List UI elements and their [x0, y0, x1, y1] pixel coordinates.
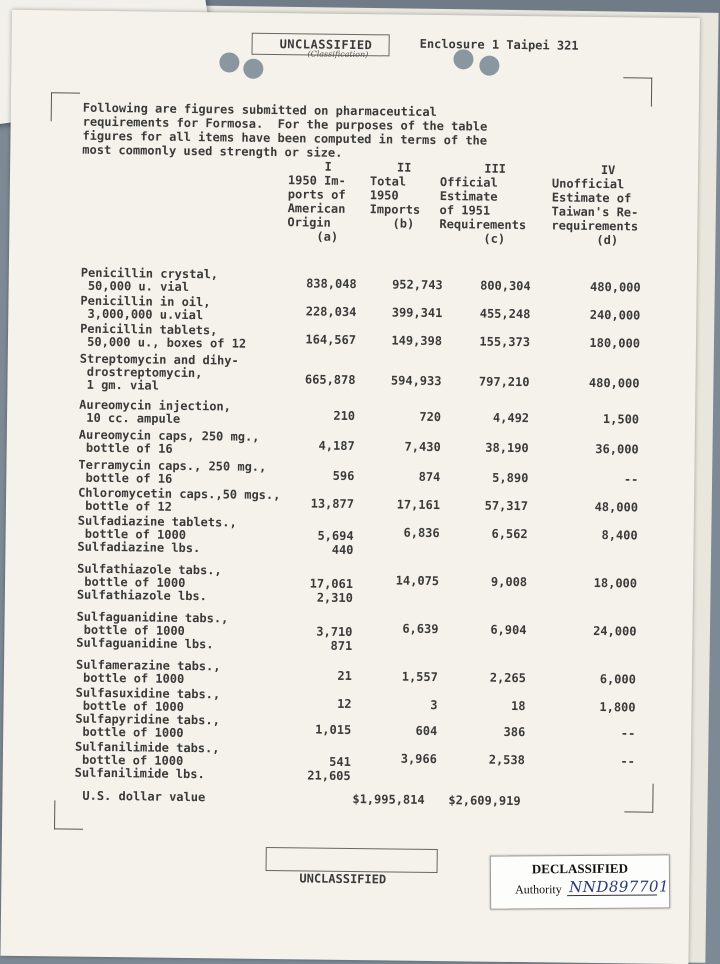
- intro-paragraph: [82, 101, 583, 163]
- item-line: Sulfanilimide lbs.: [74, 765, 205, 782]
- value-b: 604: [415, 723, 438, 739]
- value-c: 38,190: [485, 440, 529, 456]
- stamp-signature-line: [567, 894, 657, 896]
- item-description: [81, 267, 291, 296]
- item-description: [75, 741, 285, 770]
- document-page: [0, 10, 700, 964]
- value-d: 480,000: [588, 375, 640, 391]
- value-d: 1,500: [602, 412, 640, 427]
- item-description: [75, 687, 285, 716]
- value-a: 838,048: [306, 276, 357, 292]
- column-header-a: [287, 159, 368, 244]
- item-description: [77, 589, 287, 605]
- value-a: 12: [337, 696, 352, 711]
- column-header-line: of 1951: [439, 203, 491, 218]
- value-d: [555, 772, 635, 773]
- item-line: Sulfapyridine tabs.,: [75, 711, 220, 728]
- value-a: 210: [333, 408, 356, 424]
- value-d: --: [623, 472, 639, 487]
- column-header-line: (d): [596, 232, 619, 248]
- value-d: 24,000: [593, 623, 637, 639]
- punch-hole: [219, 52, 239, 72]
- item-line: Chloromycetin caps.,50 mgs.,: [78, 485, 281, 503]
- value-d: [556, 642, 636, 643]
- item-line: 3,000,000 u.vial: [80, 306, 204, 323]
- value-c: 386: [503, 724, 526, 740]
- value-b: [359, 592, 439, 593]
- item-line: bottle of 1000: [76, 622, 185, 638]
- item-description: [78, 515, 288, 544]
- item-line: Sulfadiazine tablets.,: [77, 513, 237, 530]
- stamp-title: DECLASSIFIED: [531, 860, 629, 877]
- intro-line: most commonly used strength or size.: [82, 142, 343, 160]
- column-header-line: Taiwan's Re-: [551, 204, 639, 220]
- value-b: 874: [418, 469, 441, 485]
- value-a: 1,015: [315, 722, 352, 737]
- item-description: [77, 563, 287, 592]
- value-b: 3,966: [400, 751, 437, 767]
- column-header-line: Total: [369, 174, 407, 189]
- total-value-b: $1,995,814: [352, 792, 425, 807]
- value-b: 1,557: [401, 669, 438, 685]
- value-c: 6,562: [491, 526, 528, 542]
- value-c: 57,317: [484, 498, 529, 514]
- value-c: [448, 545, 528, 546]
- value-a: 21,605: [307, 768, 351, 783]
- value-c: 155,373: [479, 334, 531, 350]
- column-header-line: Estimate of: [551, 190, 632, 206]
- item-line: 1 gm. vial: [79, 377, 160, 393]
- item-line: 50,000 u. vial: [80, 278, 190, 294]
- item-line: bottle of 16: [78, 470, 173, 486]
- item-line: bottle of 12: [77, 498, 172, 514]
- item-line: Sulfathiazole tabs.,: [77, 561, 222, 578]
- item-line: bottle of 1000: [75, 698, 184, 714]
- column-header-c: [439, 161, 550, 246]
- value-c: [445, 771, 525, 772]
- item-line: Penicillin in oil,: [80, 293, 211, 310]
- value-b: 7,430: [404, 439, 441, 455]
- value-b: [357, 770, 437, 771]
- value-a: 13,877: [310, 496, 355, 512]
- column-header-line: (a): [316, 229, 339, 244]
- value-a: 665,878: [304, 372, 356, 388]
- column-header-line: 1950: [369, 188, 399, 203]
- table-row: [79, 351, 679, 393]
- value-d: 8,400: [601, 528, 638, 543]
- column-header-line: Origin: [287, 215, 331, 230]
- value-b: 594,933: [390, 373, 442, 389]
- item-line: Sulfadiazine lbs.: [77, 539, 201, 556]
- item-line: Sulfanilimide tabs.,: [74, 739, 220, 756]
- value-a: 228,034: [305, 304, 357, 320]
- value-d: --: [620, 754, 635, 769]
- value-c: [447, 593, 527, 594]
- value-c: 5,890: [492, 470, 529, 486]
- value-b: 17,161: [396, 497, 441, 513]
- item-line: Streptomycin and dihy-: [79, 351, 239, 368]
- value-b: 952,743: [392, 277, 443, 293]
- value-d: [557, 594, 637, 595]
- item-line: bottle of 16: [78, 440, 173, 456]
- item-line: bottle of 1000: [76, 574, 186, 590]
- item-line: Aureomycin caps, 250 mg.,: [78, 427, 260, 444]
- column-header-line: American: [287, 201, 346, 216]
- value-c: 18: [511, 698, 526, 714]
- column-numeral: I: [324, 159, 332, 174]
- value-a: 3,710: [316, 624, 353, 640]
- value-a: 4,187: [318, 438, 355, 454]
- column-header-line: requirements: [551, 218, 639, 234]
- column-header-line: 1950 Im-: [287, 173, 346, 188]
- enclosure-reference: Enclosure 1 Taipei 321: [419, 36, 579, 53]
- item-description: [79, 353, 289, 395]
- value-c: [446, 641, 526, 642]
- punch-hole: [479, 56, 499, 76]
- value-d: 18,000: [593, 575, 638, 591]
- value-c: 4,492: [492, 410, 530, 426]
- value-a: 17,061: [309, 576, 354, 592]
- value-b: 14,075: [395, 573, 440, 589]
- value-d: 480,000: [590, 279, 641, 295]
- item-line: bottle of 1000: [75, 670, 185, 686]
- item-line: Sulfathiazole lbs.: [76, 587, 208, 604]
- column-header-line: Official: [439, 175, 498, 190]
- item-line: Aureomycin injection,: [79, 397, 231, 414]
- item-description: [77, 541, 287, 557]
- value-d: 36,000: [595, 441, 639, 457]
- column-header-line: Unofficial: [551, 176, 625, 192]
- value-b: [358, 640, 438, 641]
- item-description: [75, 713, 285, 742]
- total-label: U.S. dollar value: [82, 788, 206, 805]
- value-d: 48,000: [594, 499, 639, 515]
- footer-classification: UNCLASSIFIED: [299, 871, 387, 887]
- corner-mark: [623, 77, 652, 106]
- item-line: bottle of 1000: [77, 526, 187, 542]
- item-line: Terramycin caps., 250 mg.,: [78, 457, 267, 474]
- column-header-d: [551, 162, 664, 247]
- value-b: [360, 544, 440, 545]
- value-a: 871: [330, 638, 353, 654]
- column-header-line: Imports: [369, 202, 421, 217]
- value-c: 797,210: [478, 374, 530, 390]
- item-line: Sulfaguanidine tabs.,: [76, 609, 229, 626]
- item-line: 50,000 u., boxes of 12: [79, 334, 247, 351]
- item-line: Sulfasuxidine tabs.,: [75, 685, 221, 702]
- classification-caption: (Classification): [307, 49, 369, 60]
- item-description: [80, 295, 290, 324]
- column-header-b: [369, 160, 438, 231]
- value-c: 9,008: [490, 574, 528, 590]
- item-line: Penicillin crystal,: [80, 265, 219, 282]
- item-description: [76, 659, 286, 688]
- value-d: --: [620, 726, 636, 741]
- item-description: [79, 399, 289, 428]
- punch-hole: [243, 59, 263, 79]
- item-description: [78, 487, 288, 516]
- item-line: 10 cc. ampule: [78, 410, 181, 426]
- value-b: 6,836: [403, 525, 440, 541]
- item-description: [76, 611, 286, 640]
- value-c: 455,248: [479, 306, 531, 322]
- corner-mark: [51, 92, 80, 121]
- value-a: 440: [331, 542, 354, 558]
- item-description: [76, 637, 286, 653]
- value-b: 6,639: [402, 621, 439, 637]
- item-description: [79, 429, 289, 458]
- value-c: 6,904: [490, 622, 527, 638]
- value-a: 541: [329, 754, 351, 769]
- value-b: 720: [419, 409, 442, 425]
- column-header-line: Estimate: [439, 189, 498, 204]
- item-description: [75, 767, 285, 783]
- value-d: [558, 547, 638, 548]
- punch-hole: [453, 49, 473, 69]
- column-header-line: (c): [483, 231, 506, 246]
- column-header-line: Requirements: [439, 217, 527, 233]
- item-line: drostreptomycin,: [79, 364, 203, 381]
- intro-line: figures for all items have been computed in terms of the: [82, 128, 488, 148]
- value-b: 399,341: [391, 305, 443, 321]
- value-a: 596: [332, 468, 355, 484]
- item-description: [78, 459, 288, 488]
- total-value-c: $2,609,919: [448, 793, 521, 809]
- value-d: 1,800: [599, 700, 636, 715]
- value-a: 5,694: [317, 528, 354, 544]
- intro-line: Following are figures submitted on pharmaceutical: [82, 100, 437, 119]
- value-c: 2,265: [489, 670, 526, 686]
- value-d: 6,000: [599, 672, 636, 687]
- value-d: 180,000: [589, 335, 641, 351]
- item-line: Penicillin tablets,: [80, 321, 218, 338]
- item-line: bottle of 1000: [74, 752, 184, 768]
- value-b: 149,398: [391, 333, 443, 349]
- value-b: 3: [430, 697, 438, 713]
- corner-mark: [54, 800, 83, 829]
- value-c: 800,304: [480, 278, 531, 294]
- column-numeral: III: [484, 161, 507, 176]
- column-numeral: IV: [600, 163, 616, 178]
- stamp-authority-number: NND897701: [568, 877, 670, 897]
- column-header-line: (b): [392, 216, 415, 231]
- item-line: Sulfamerazine tabs.,: [75, 657, 221, 674]
- value-c: 2,538: [488, 752, 525, 768]
- stamp-authority-label: Authority: [515, 882, 562, 897]
- footer-classification-box: [266, 847, 438, 873]
- value-d: 240,000: [589, 307, 641, 323]
- value-a: 21: [337, 668, 352, 683]
- column-header-line: ports of: [287, 187, 346, 202]
- declassified-stamp: [490, 854, 670, 909]
- value-a: 164,567: [305, 332, 357, 348]
- item-description: [80, 323, 290, 352]
- column-numeral: II: [396, 160, 412, 175]
- item-line: Sulfaguanidine lbs.: [76, 635, 214, 652]
- header-classification: UNCLASSIFIED: [279, 37, 373, 53]
- intro-line: requirements for Formosa. For the purposes of the table: [82, 114, 488, 134]
- item-line: bottle of 1000: [75, 724, 184, 740]
- value-a: 2,310: [316, 590, 353, 606]
